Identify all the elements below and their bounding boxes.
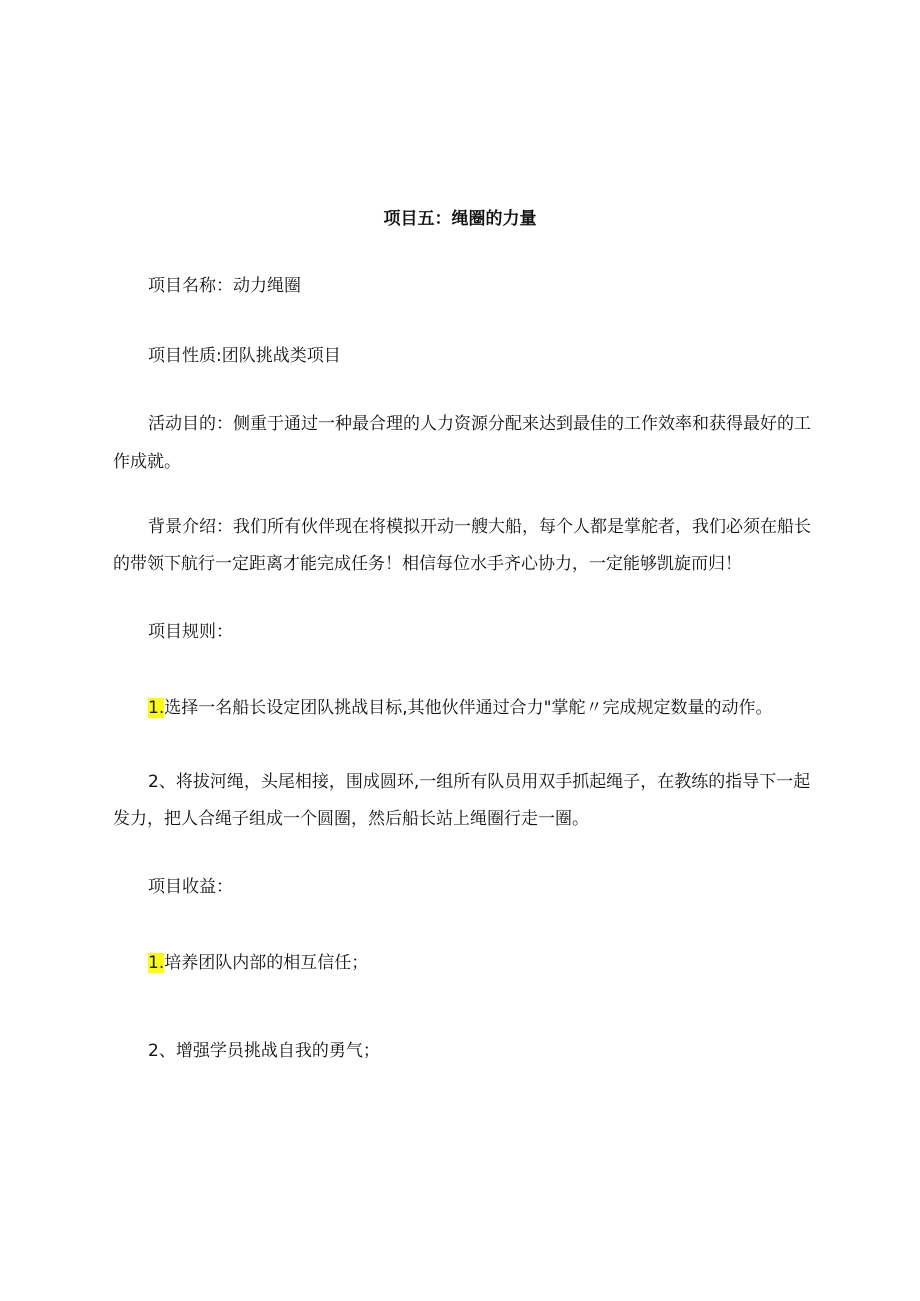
- page-title: 项目五：绳圈的力量: [383, 209, 537, 229]
- benefit-1-text: 培养团队内部的相互信任；: [164, 953, 369, 973]
- background-line-2: 的带领下航行一定距离才能完成任务！相信每位水手齐心协力，一定能够凯旋而归！: [113, 554, 742, 574]
- benefit-1: [148, 952, 368, 974]
- rule-1: [148, 697, 772, 719]
- benefit-2: 2、增强学员挑战自我的勇气；: [148, 1041, 380, 1061]
- project-name: 项目名称：动力绳圈: [148, 276, 301, 296]
- purpose-line-2: 作成就。: [113, 452, 181, 472]
- rules-heading: 项目规则：: [148, 622, 233, 642]
- rule-1-number: 1.: [148, 698, 165, 718]
- benefits-heading: 项目收益：: [148, 877, 233, 897]
- rule-2-line-2: 发力，把人合绳子组成一个圆圈，然后船长站上绳圈行走一圈。: [113, 809, 589, 829]
- background-line-1: 背景介绍：我们所有伙伴现在将模拟开动一艘大船，每个人都是掌舵者，我们必须在船长: [148, 517, 811, 537]
- purpose-line-1: 活动目的：侧重于通过一种最合理的人力资源分配来达到最佳的工作效率和获得最好的工: [148, 414, 811, 434]
- benefit-1-number: 1.: [148, 953, 165, 973]
- project-nature: 项目性质:团队挑战类项目: [148, 346, 341, 366]
- rule-2-line-1: 2、将拔河绳，头尾相接，围成圆环,一组所有队员用双手抓起绳子，在教练的指导下一起: [148, 772, 811, 792]
- rule-1-text: 选择一名船长设定团队挑战目标,其他伙伴通过合力"掌舵〃完成规定数量的动作。: [164, 698, 773, 718]
